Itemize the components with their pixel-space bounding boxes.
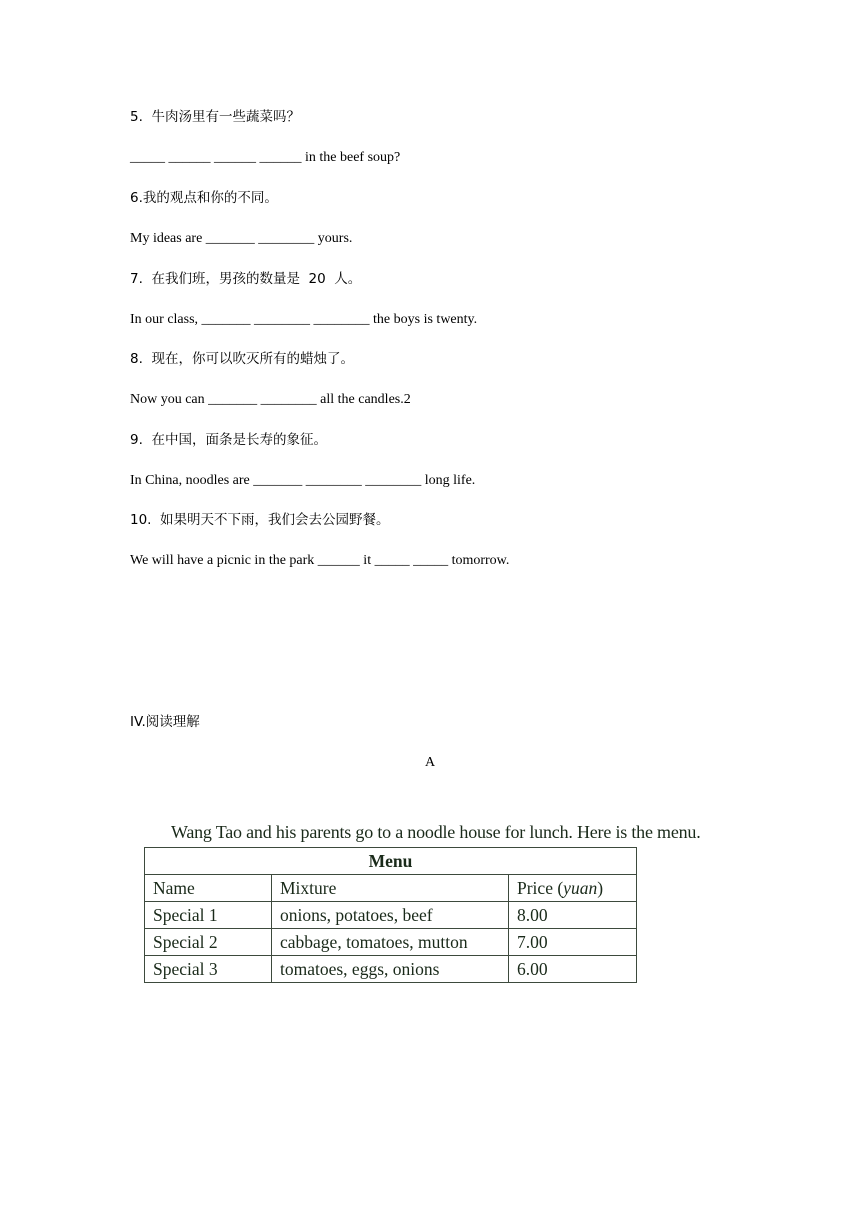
row-name: Special 2 <box>145 929 272 956</box>
question-7-english: In our class, _______ ________ ________ the boys is twenty. <box>130 312 478 327</box>
section-heading: IV.阅读理解 <box>130 714 200 730</box>
header-price-unit: yuan <box>563 877 598 898</box>
question-5-chinese: 5. 牛肉汤里有一些蔬菜吗？ <box>130 109 300 125</box>
menu-header-row <box>145 875 637 902</box>
row-name: Special 1 <box>145 902 272 929</box>
table-row <box>145 956 637 983</box>
question-7-chinese: 7. 在我们班，男孩的数量是 20 人。 <box>130 271 362 287</box>
table-row <box>145 929 637 956</box>
header-name: Name <box>145 875 272 902</box>
header-price <box>509 875 637 902</box>
row-mixture: cabbage, tomatoes, mutton <box>272 929 509 956</box>
row-name: Special 3 <box>145 956 272 983</box>
header-price-prefix: Price ( <box>517 877 564 898</box>
header-mixture: Mixture <box>272 875 509 902</box>
question-6-chinese: 6.我的观点和你的不同。 <box>130 190 278 206</box>
row-mixture: tomatoes, eggs, onions <box>272 956 509 983</box>
question-9-chinese: 9. 在中国，面条是长寿的象征。 <box>130 432 327 448</box>
question-6-english: My ideas are _______ ________ yours. <box>130 231 353 246</box>
menu-figure <box>144 822 744 983</box>
menu-table <box>144 847 637 983</box>
row-price: 8.00 <box>509 902 637 929</box>
table-row <box>145 902 637 929</box>
question-9-english: In China, noodles are _______ ________ ________ long life. <box>130 473 476 488</box>
question-5-english: _____ ______ ______ ______ in the beef soup? <box>130 150 401 165</box>
row-price: 6.00 <box>509 956 637 983</box>
header-price-suffix: ) <box>597 877 604 898</box>
question-10-chinese: 10. 如果明天不下雨，我们会去公园野餐。 <box>130 512 390 528</box>
row-mixture: onions, potatoes, beef <box>272 902 509 929</box>
question-8-english: Now you can _______ ________ all the candles.2 <box>130 392 411 407</box>
menu-intro: Wang Tao and his parents go to a noodle house for lunch. Here is the menu. <box>171 822 701 842</box>
row-price: 7.00 <box>509 929 637 956</box>
part-letter: A <box>424 755 436 770</box>
menu-caption-row <box>145 848 637 875</box>
menu-caption: Menu <box>145 848 637 875</box>
question-8-chinese: 8. 现在，你可以吹灭所有的蜡烛了。 <box>130 351 354 367</box>
question-10-english: We will have a picnic in the park ______ it _____ _____ tomorrow. <box>130 553 510 568</box>
